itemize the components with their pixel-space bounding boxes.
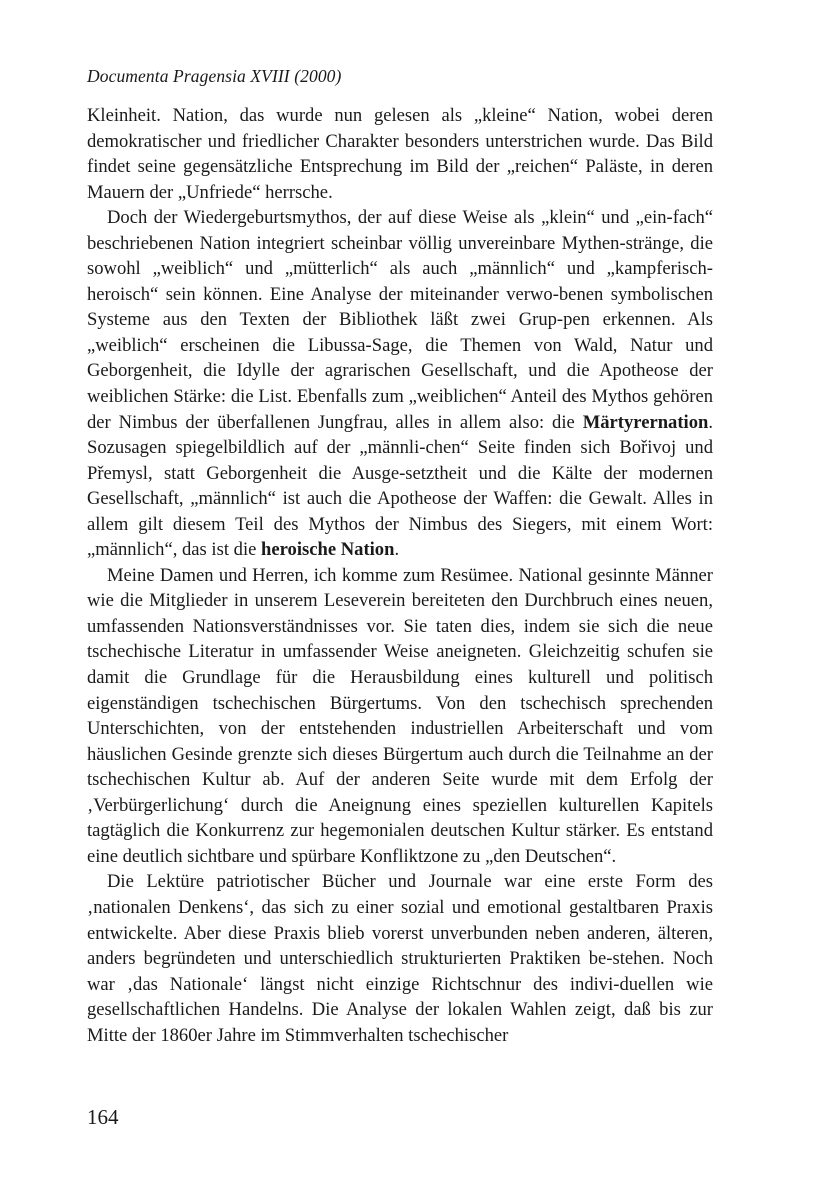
- page-number: 164: [87, 1105, 119, 1129]
- running-head: Documenta Pragensia XVIII (2000): [87, 66, 342, 86]
- paragraph-2-text-a: Doch der Wiedergeburtsmythos, der auf diese Weise als „klein“ und „ein-fach“ beschriebenen Nation integriert scheinbar völlig unvereinbare Mythen-stränge, die sowohl „weiblich“ und „mütterlich“ als auch „männlich“ und „kampferisch-heroisch“ sein können. Eine Analyse der miteinander verwo-benen symbolischen Systeme aus den Texten der Bibliothek läßt zwei Grup-pen erkennen. Als „weiblich“ erscheinen die Libussa-Sage, die Themen von Wald, Natur und Geborgenheit, die Idylle der agrarischen Gesellschaft, und die Apotheose der weiblichen Stärke: die List. Ebenfalls zum „weiblichen“ Anteil des Mythos gehören der Nimbus der überfallenen Jungfrau, alles in allem also: die: [87, 207, 713, 433]
- emphasis-heroische-nation: heroische Nation: [261, 539, 395, 561]
- paragraph-3: Meine Damen und Herren, ich komme zum Resümee. National gesinnte Männer wie die Mitglieder in unserem Leseverein bereiteten den Durchbruch eines neuen, umfassenden Nationsverständnisses vor. Sie taten dies, indem sie sich die neue tschechische Literatur in umfassender Weise aneigneten. Gleichzeitig schufen sie damit die Grundlage für die Herausbildung eines kulturell und politisch eigenständigen tschechischen Bürgertums. Von den tschechisch sprechenden Unterschichten, von der entstehenden industriellen Arbeiterschaft und vom häuslichen Gesinde grenzte sich dieses Bürgertum auch durch die Teilnahme an der tschechischen Kultur ab. Auf der anderen Seite wurde mit dem Erfolg der ‚Verbürgerlichung‘ durch die Aneignung eines speziellen kulturellen Kapitels tagtäglich die Konkurrenz zur hegemonialen deutschen Kultur stärker. Es entstand eine deutlich sichtbare und spürbare Konfliktzone zu „den Deutschen“.: [87, 564, 713, 867]
- paragraph-2-text-c: .: [394, 539, 400, 561]
- emphasis-maertyrernation: Märtyrernation: [582, 411, 709, 433]
- body-text: [87, 103, 713, 1048]
- paragraph-2: [87, 205, 713, 563]
- paragraph-4: Die Lektüre patriotischer Bücher und Journale war eine erste Form des ‚nationalen Denkens‘, das sich zu einer sozial und emotional gestaltbaren Praxis entwickelte. Aber diese Praxis blieb vorerst unverbunden neben anderen, älteren, anders begründeten und unterschiedlich strukturierten Praktiken be-stehen. Noch war ‚das Nationale‘ längst nicht einzige Richtschnur des indivi-duellen wie gesellschaftlichen Handelns. Die Analyse der lokalen Wahlen zeigt, daß bis zur Mitte der 1860er Jahre im Stimmverhalten tschechischer: [87, 871, 713, 1046]
- paragraph-2-text-b: . Sozusagen spiegelbildlich auf der „männli-chen“ Seite finden sich Bořivoj und Přemysl, statt Geborgenheit die Ausge-setztheit und die Kälte der modernen Gesellschaft, „männlich“ ist auch die Apotheose der Waffen: die Gewalt. Alles in allem gilt diesem Teil des Mythos der Nimbus des Siegers, mit einem Wort: „männlich“, das ist die: [87, 411, 713, 561]
- paragraph-1: Kleinheit. Nation, das wurde nun gelesen als „kleine“ Nation, wobei deren demokratischer und friedlicher Charakter besonders unterstrichen wurde. Das Bild findet seine gegensätzliche Entsprechung im Bild der „reichen“ Paläste, in deren Mauern der „Unfriede“ herrsche.: [87, 105, 713, 203]
